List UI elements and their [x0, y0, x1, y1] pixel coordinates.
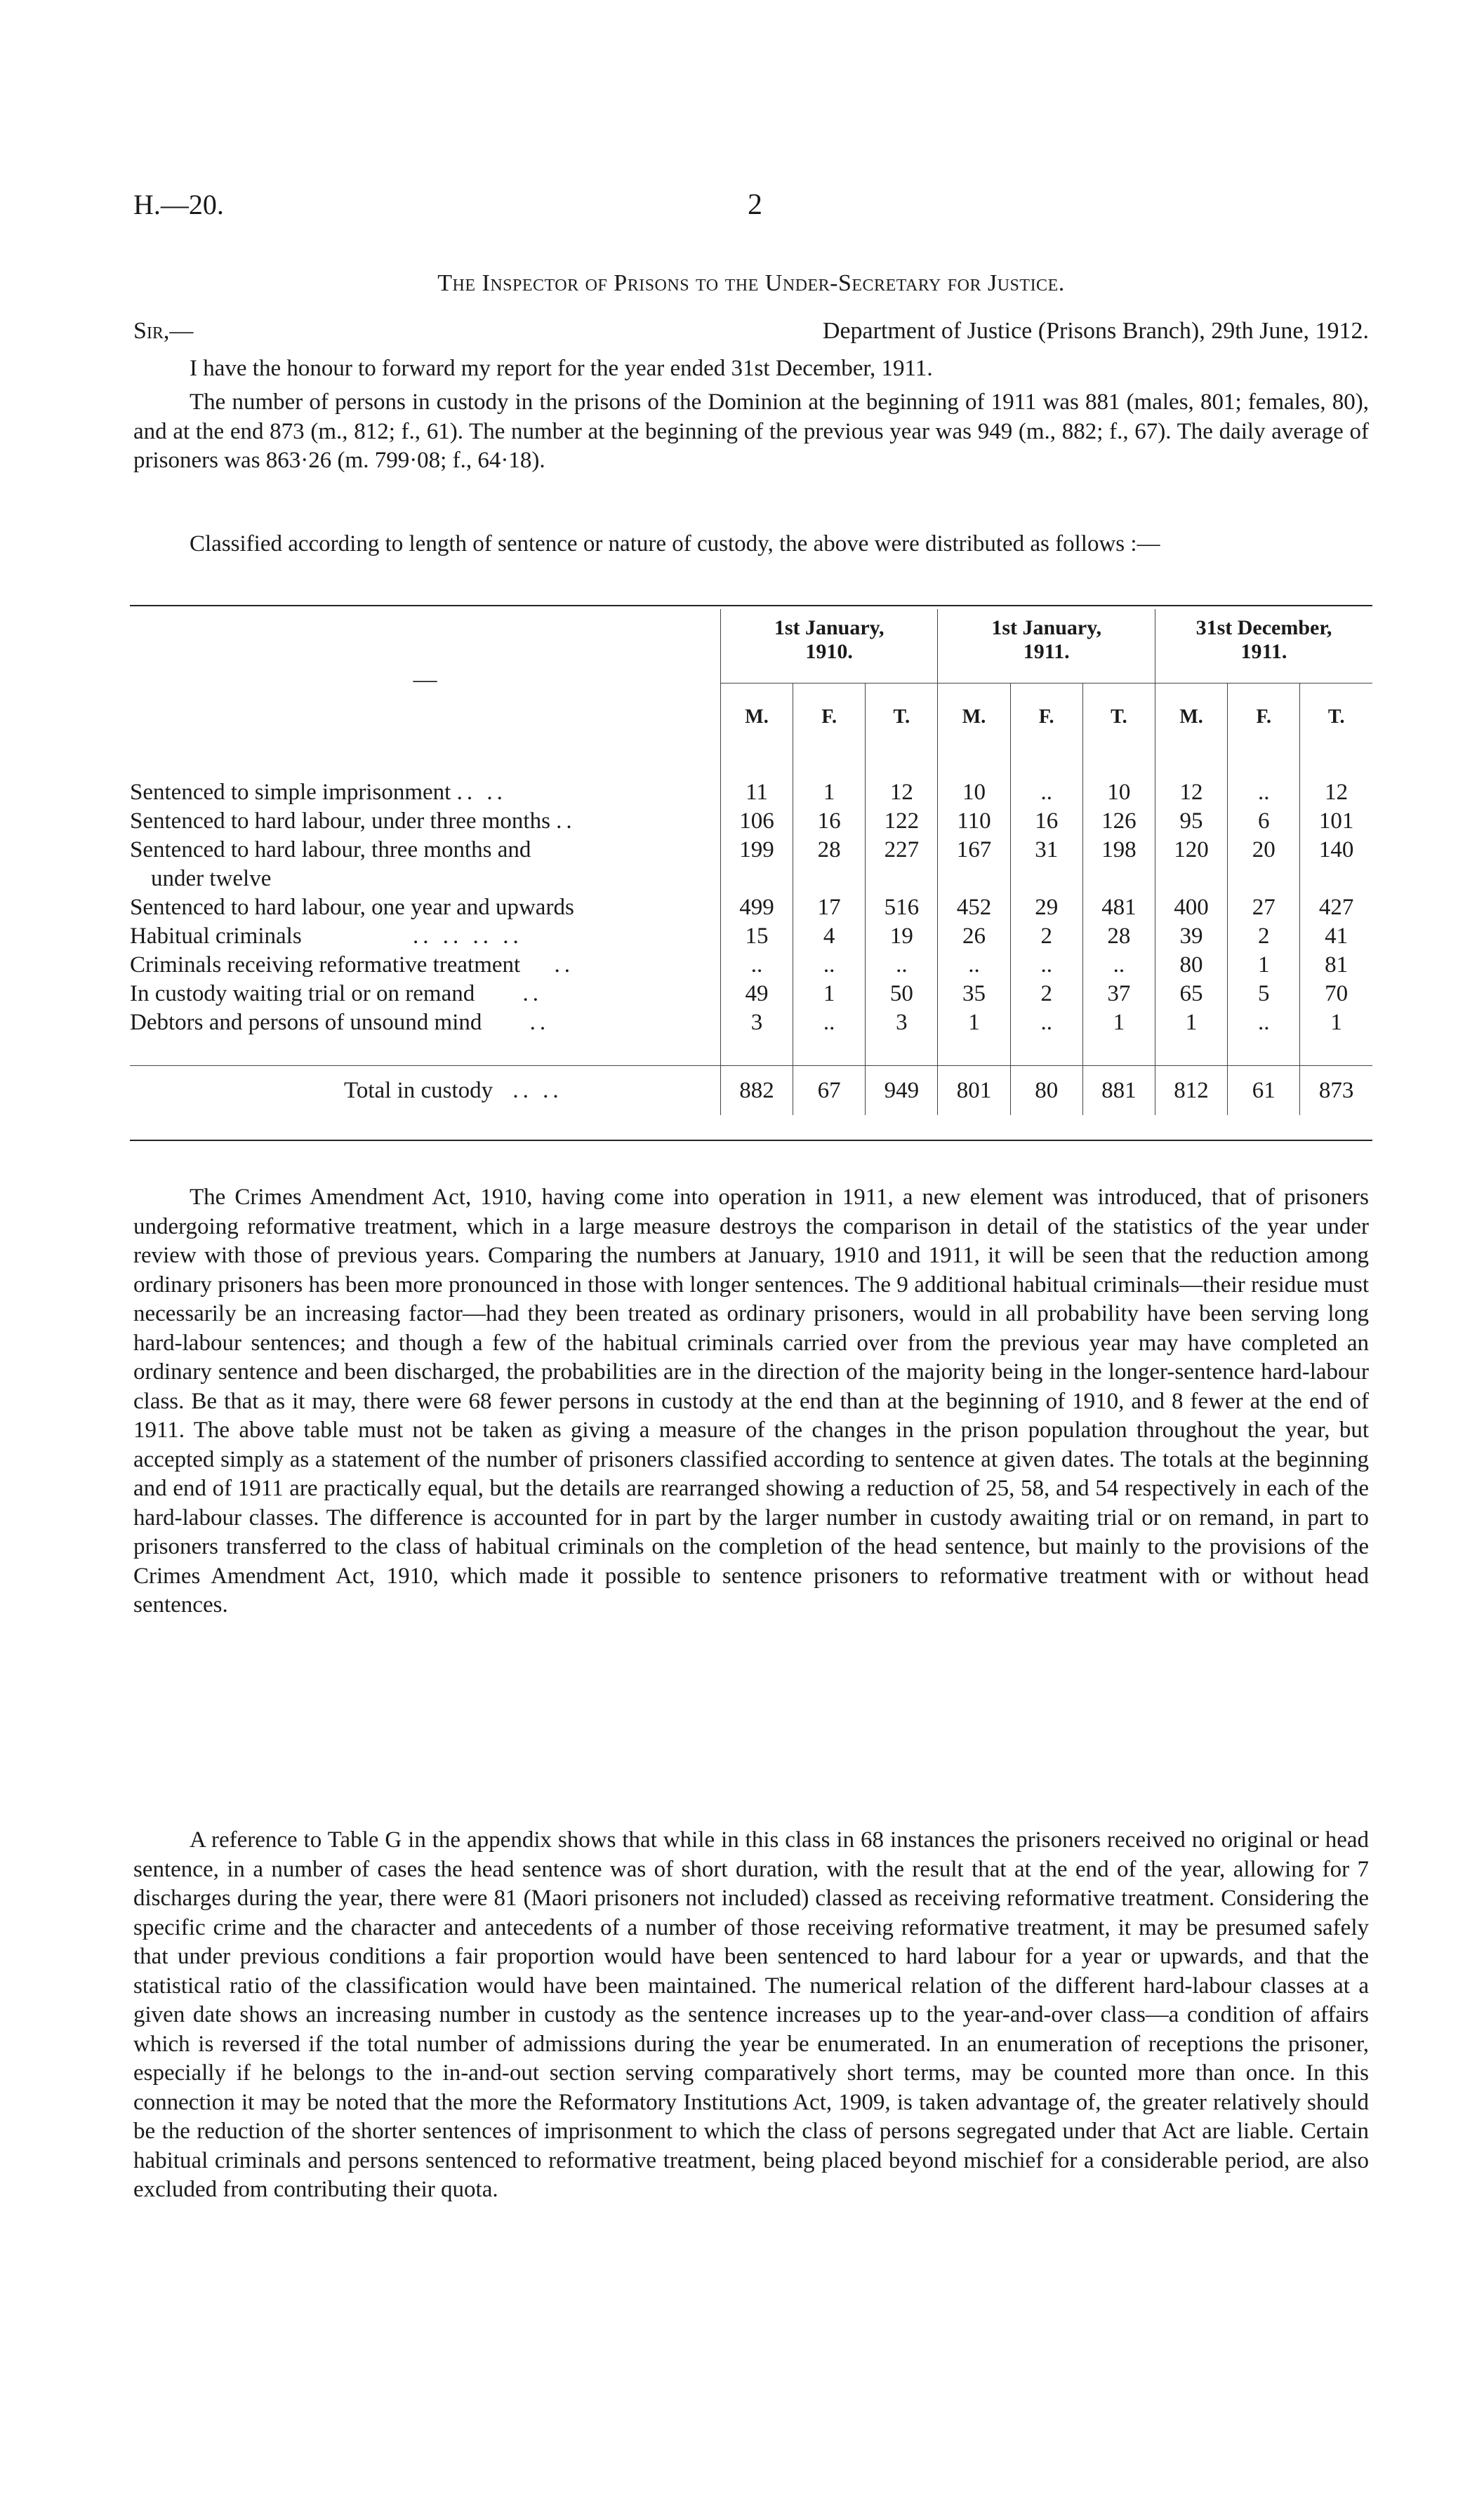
table-cell: .. [793, 951, 866, 980]
table-cell: .. [866, 951, 938, 980]
row-label-text: Sentenced to hard labour, under three months [130, 808, 550, 834]
table-cell: 65 [1155, 980, 1227, 1008]
column-group-line1: 1st January, [774, 616, 885, 639]
table-cell: .. [1010, 951, 1082, 980]
table-cell: 227 [866, 836, 938, 893]
row-label [130, 836, 720, 893]
table-cell: 35 [938, 980, 1010, 1008]
row-leader: .. .. [456, 780, 507, 805]
table-cell: .. [1228, 1008, 1300, 1037]
total-cell: 881 [1082, 1066, 1155, 1116]
table-cell: 140 [1300, 836, 1372, 893]
table-cell: 1 [1300, 1008, 1372, 1037]
column-header: M. [1155, 684, 1227, 751]
table-cell: 11 [720, 778, 793, 807]
column-group-header [720, 609, 938, 684]
salutation: Sir,— [133, 318, 194, 344]
table-row [130, 893, 1372, 922]
table-cell: 31 [1010, 836, 1082, 893]
table-cell: 2 [1010, 922, 1082, 951]
table-cell: 1 [1155, 1008, 1227, 1037]
table-row [130, 922, 1372, 951]
table-cell: 167 [938, 836, 1010, 893]
salutation-line [133, 318, 1369, 349]
total-cell: 882 [720, 1066, 793, 1116]
table-cell: 41 [1300, 922, 1372, 951]
row-label-text: Criminals receiving reformative treatment [130, 952, 521, 978]
table-cell: 12 [866, 778, 938, 807]
column-group-line2: 1910. [805, 640, 853, 663]
table-cell: 70 [1300, 980, 1372, 1008]
page-number: 2 [748, 189, 762, 221]
total-cell: 801 [938, 1066, 1010, 1116]
row-leader: .. [529, 1010, 550, 1035]
table-cell: 3 [720, 1008, 793, 1037]
table-cell: 120 [1155, 836, 1227, 893]
page-header [133, 188, 1369, 230]
table-cell: 1 [793, 980, 866, 1008]
table-cell: 499 [720, 893, 793, 922]
row-label-text: In custody waiting trial or on remand [130, 981, 475, 1006]
table-cell: 27 [1228, 893, 1300, 922]
table-cell: 6 [1228, 807, 1300, 836]
column-header: T. [866, 684, 938, 751]
table-cell: 3 [866, 1008, 938, 1037]
intro-paragraph-2: The number of persons in custody in the prisons of the Dominion at the beginning of 1911 was 881 (males, 801; females, 80), and at the end 873 (m., 812; f., 61). The number at the beginning of the previous year was 949 (m., 882; f., 67). The daily average of prisoners was 863·26 (m. 799·08; f., 64·18). [133, 389, 1369, 473]
address-line: The Inspector of Prisons to the Under-Secretary for Justice. [437, 270, 1065, 296]
table-cell: 2 [1228, 922, 1300, 951]
row-label [130, 1008, 720, 1037]
table-cell: 20 [1228, 836, 1300, 893]
table-cell: 110 [938, 807, 1010, 836]
column-header: M. [938, 684, 1010, 751]
table-cell: 126 [1082, 807, 1155, 836]
row-label-text: Sentenced to hard labour, three months and [130, 837, 531, 862]
table-cell: 452 [938, 893, 1010, 922]
table-cell: 19 [866, 922, 938, 951]
row-label-text: Debtors and persons of unsound mind [130, 1010, 482, 1035]
table-cell: 427 [1300, 893, 1372, 922]
table-stub-header: — [413, 666, 437, 693]
table-row [130, 807, 1372, 836]
column-header: F. [1010, 684, 1082, 751]
table-cell: 10 [1082, 778, 1155, 807]
table-cell: 2 [1010, 980, 1082, 1008]
row-label [130, 980, 720, 1008]
total-leader: .. .. [512, 1077, 563, 1103]
row-label [130, 951, 720, 980]
table-cell: 80 [1155, 951, 1227, 980]
table-cell: 28 [793, 836, 866, 893]
table-cell: 199 [720, 836, 793, 893]
table-cell: 50 [866, 980, 938, 1008]
custody-table [130, 609, 1372, 1115]
table-cell: 49 [720, 980, 793, 1008]
body-paragraph-1: The Crimes Amendment Act, 1910, having come into operation in 1911, a new element was introduced, that of prisoners undergoing reformative treatment, which in a large measure destroys the comparison in detail of the statistics of the year under review with those of previous years. Comparing the numbers at January, 1910 and 1911, it will be seen that the reduction among ordinary prisoners has been more pronounced in those with longer sentences. The 9 additional habitual criminals—their residue must necessarily be an increasing factor—had they been treated as ordinary prisoners, would in all probability have been serving long hard-labour sentences; and though a few of the habitual criminals carried over from the previous year may have completed an ordinary sentence and been discharged, the probabilities are in the direction of the majority being in the longer-sentence hard-labour class. Be that as it may, there were 68 fewer persons in custody at the end than at the beginning of 1910, and 8 fewer at the end of 1911. The above table must not be taken as giving a measure of the changes in the prison population throughout the year, but accepted simply as a statement of the number of prisoners classified according to sentence at given dates. The totals at the beginning and end of 1911 are practically equal, but the details are rearranged showing a reduction of 25, 58, and 54 respectively in each of the hard-labour classes. The difference is accounted for in part by the larger number in custody awaiting trial or on remand, in part to prisoners transferred to the class of habitual criminals on the completion of the head sentence, but mainly to the provisions of the Crimes Amendment Act, 1910, which made it possible to sentence prisoners to reformative treatment with or without head sentences. [133, 1185, 1369, 1618]
total-cell: 67 [793, 1066, 866, 1116]
table-cell: .. [1010, 1008, 1082, 1037]
table-cell: 81 [1300, 951, 1372, 980]
table-cell: 37 [1082, 980, 1155, 1008]
intro-paragraph-1: I have the honour to forward my report for the year ended 31st December, 1911. [190, 356, 933, 381]
column-group-header [938, 609, 1155, 684]
table-cell: .. [720, 951, 793, 980]
table-cell: 17 [793, 893, 866, 922]
table-cell: 101 [1300, 807, 1372, 836]
table-cell: 5 [1228, 980, 1300, 1008]
table-cell: 1 [1082, 1008, 1155, 1037]
column-header: M. [720, 684, 793, 751]
table-spacer-row [130, 1037, 1372, 1066]
table-cell: .. [1228, 778, 1300, 807]
total-cell: 873 [1300, 1066, 1372, 1116]
table-cell: 16 [793, 807, 866, 836]
table-cell: 28 [1082, 922, 1155, 951]
table-cell: 95 [1155, 807, 1227, 836]
total-cell: 949 [866, 1066, 938, 1116]
table-cell: 15 [720, 922, 793, 951]
column-group-line2: 1911. [1240, 640, 1287, 663]
table-cell: .. [938, 951, 1010, 980]
total-label [130, 1066, 720, 1116]
table-spacer-row [130, 750, 1372, 778]
table-cell: 198 [1082, 836, 1155, 893]
row-leader: .. [554, 952, 574, 978]
table-cell: 1 [938, 1008, 1010, 1037]
table-top-rule [130, 605, 1372, 606]
table-row [130, 1008, 1372, 1037]
table-cell: 516 [866, 893, 938, 922]
table-cell: 481 [1082, 893, 1155, 922]
total-cell: 61 [1228, 1066, 1300, 1116]
table-cell: 4 [793, 922, 866, 951]
column-group-line1: 31st December, [1195, 616, 1332, 639]
dateline: Department of Justice (Prisons Branch), 29th June, 1912. [822, 318, 1369, 344]
row-label [130, 922, 720, 951]
table-cell: 39 [1155, 922, 1227, 951]
body-paragraph-2: A reference to Table G in the appendix shows that while in this class in 68 instances the prisoners received no original or head sentence, in a number of cases the head sentence was of short duration, with the result that at the end of the year, allowing for 7 discharges during the year, there were 81 (Maori prisoners not included) classed as receiving reformative treatment. Considering the specific crime and the character and antecedents of a number of those receiving reformative treatment, it may be presumed safely that under previous conditions a fair proportion would have been sentenced to hard labour for a year or upwards, and that the statistical ratio of the classification would have been maintained. The numerical relation of the different hard-labour classes at a given date shows an increasing number in custody as the sentence increases up to the year-and-over class—a condition of affairs which is reversed if the total number of admissions during the year be enumerated. In an enumeration of receptions the prisoner, especially if he belongs to the in-and-out section serving comparatively short terms, may be counted more than once. In this connection it may be noted that the more the Reformatory Institutions Act, 1909, is taken advantage of, the greater relatively should be the reduction of the shorter sentences of imprisonment to which the class of persons segregated under that Act are liable. Certain habitual criminals and persons sentenced to reformative treatment, being placed beyond mischief for a considerable period, are also excluded from contributing their quota. [133, 1827, 1369, 2202]
row-label-text: Habitual criminals [130, 924, 302, 949]
table-cell: 122 [866, 807, 938, 836]
table-cell: 10 [938, 778, 1010, 807]
total-cell: 80 [1010, 1066, 1082, 1116]
column-header: F. [793, 684, 866, 751]
column-header: T. [1300, 684, 1372, 751]
column-header: F. [1228, 684, 1300, 751]
row-label-text: Sentenced to simple imprisonment [130, 780, 451, 805]
table-cell: .. [1010, 778, 1082, 807]
total-label-text: Total in custody [344, 1077, 493, 1103]
table-cell: 29 [1010, 893, 1082, 922]
table-row [130, 980, 1372, 1008]
column-header: T. [1082, 684, 1155, 751]
table-cell: .. [793, 1008, 866, 1037]
table-total-row [130, 1066, 1372, 1116]
table-cell: 106 [720, 807, 793, 836]
report-reference: H.—20. [133, 189, 224, 220]
column-group-line1: 1st January, [991, 616, 1102, 639]
row-leader: .. [522, 981, 543, 1006]
row-label-text: Sentenced to hard labour, one year and upwards [130, 895, 574, 920]
table-cell: 400 [1155, 893, 1227, 922]
table-cell: 12 [1155, 778, 1227, 807]
column-group-header [1155, 609, 1372, 684]
table-cell: 16 [1010, 807, 1082, 836]
table-cell: 26 [938, 922, 1010, 951]
table-row [130, 778, 1372, 807]
table-cell: .. [1082, 951, 1155, 980]
row-leader: .. .. .. .. [412, 924, 523, 949]
row-label [130, 778, 720, 807]
row-label-continuation: under twelve [151, 866, 272, 891]
column-group-line2: 1911. [1023, 640, 1070, 663]
total-cell: 812 [1155, 1066, 1227, 1116]
table-cell: 1 [1228, 951, 1300, 980]
table-cell: 1 [793, 778, 866, 807]
table-row [130, 951, 1372, 980]
table-row [130, 836, 1372, 893]
row-label [130, 893, 720, 922]
table-cell: 12 [1300, 778, 1372, 807]
table-bottom-rule [130, 1140, 1372, 1141]
intro-paragraph-3: Classified according to length of sentence or nature of custody, the above were distributed as follows :— [190, 531, 1160, 556]
row-leader: .. [556, 808, 576, 834]
row-label [130, 807, 720, 836]
